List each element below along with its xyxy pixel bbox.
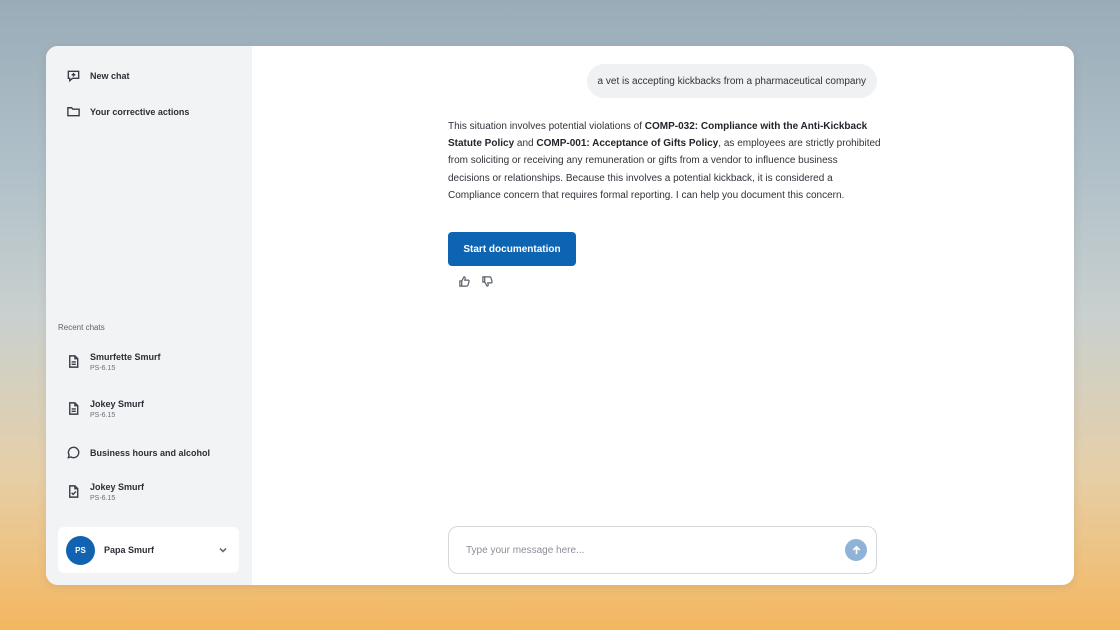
sidebar	[46, 46, 252, 585]
document-check-icon	[66, 484, 81, 499]
thumbs-down-icon	[481, 275, 494, 288]
document-icon	[66, 354, 81, 369]
response-text: This situation involves potential violations of	[448, 121, 645, 132]
new-chat-label: New chat	[90, 70, 130, 81]
recent-chat-item[interactable]	[66, 445, 210, 460]
recent-chat-subtitle: PS-6.15	[90, 365, 116, 372]
response-text: and	[514, 138, 537, 150]
thumbs-down-button[interactable]	[481, 275, 494, 288]
new-chat-button[interactable]	[66, 68, 130, 83]
policy-reference: COMP-001: Acceptance of Gifts Policy	[536, 138, 719, 150]
recent-chat-title: Smurfette Smurf	[90, 352, 161, 362]
user-name: Papa Smurf	[104, 545, 155, 555]
recent-chat-item[interactable]	[66, 481, 144, 505]
corrective-actions-label: Your corrective actions	[90, 106, 190, 117]
recent-chat-title: Jokey Smurf	[90, 399, 145, 409]
corrective-actions-link[interactable]	[66, 104, 189, 119]
recent-chat-subtitle: PS-6.15	[90, 412, 116, 419]
chevron-down-icon	[218, 545, 228, 555]
response-text: , as employees are strictly prohibited from soliciting or receiving any remuneration or gifts from a vendor to influence business decisions or relationships. Because this involves a potential kickback, it is considered a Compliance concern that requires formal reporting. I can help you document this concern.	[448, 138, 881, 201]
chat-bubble-icon	[66, 445, 81, 460]
recent-chat-item[interactable]	[66, 398, 144, 422]
user-message-bubble	[587, 64, 877, 98]
send-button[interactable]	[845, 539, 867, 561]
assistant-response	[448, 118, 882, 204]
document-icon	[66, 401, 81, 416]
start-documentation-button[interactable]: Start documentation	[448, 232, 576, 266]
folder-icon	[66, 104, 81, 119]
avatar: PS	[66, 536, 95, 565]
chat-area	[252, 46, 1074, 585]
recent-chat-title: Jokey Smurf	[90, 482, 145, 492]
user-menu[interactable]	[58, 527, 239, 573]
new-chat-icon	[66, 68, 81, 83]
app-window	[46, 46, 1074, 585]
message-input[interactable]	[466, 545, 845, 556]
thumbs-up-button[interactable]	[458, 275, 471, 288]
user-message-text: a vet is accepting kickbacks from a pharmaceutical company	[597, 75, 866, 87]
recent-chats-heading: Recent chats	[58, 323, 105, 332]
recent-chat-item[interactable]	[66, 351, 161, 375]
recent-chat-title: Business hours and alcohol	[90, 447, 211, 458]
arrow-up-icon	[851, 545, 862, 556]
recent-chat-subtitle: PS-6.15	[90, 495, 116, 502]
policy-reference: COMP-032: Compliance with the Anti-Kickback Statute Policy	[448, 121, 868, 150]
thumbs-up-icon	[458, 275, 471, 288]
message-composer	[448, 526, 877, 574]
